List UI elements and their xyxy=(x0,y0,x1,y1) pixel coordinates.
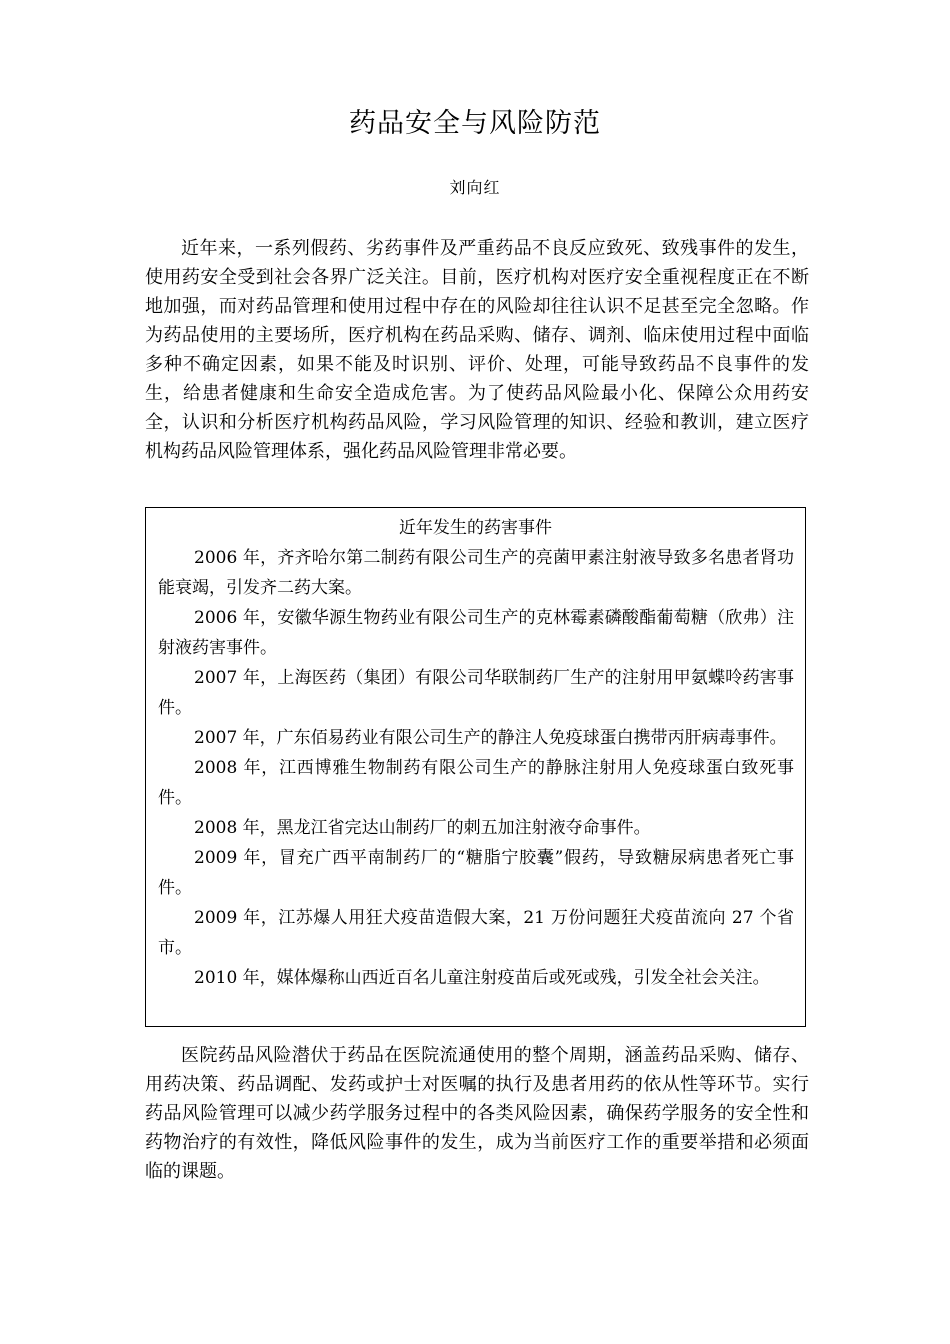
incident-item: 2008 年，江西博雅生物制药有限公司生产的静脉注射用人免疫球蛋白致死事件。 xyxy=(158,758,794,808)
incident-item: 2009 年，江苏爆人用狂犬疫苗造假大案，21 万份问题狂犬疫苗流向 27 个省市。 xyxy=(158,908,794,958)
incident-item: 2007 年，广东佰易药业有限公司生产的静注人免疫球蛋白携带丙肝病毒事件。 xyxy=(194,728,787,748)
incident-item: 2008 年，黑龙江省完达山制药厂的刺五加注射液夺命事件。 xyxy=(194,818,651,838)
incident-item: 2010 年，媒体爆称山西近百名儿童注射疫苗后或死或残，引发全社会关注。 xyxy=(194,968,770,988)
incident-box-title: 近年发生的药害事件 xyxy=(399,518,552,538)
incident-box xyxy=(145,507,806,1027)
author-name: 刘向红 xyxy=(449,178,501,197)
closing-paragraph: 医院药品风险潜伏于药品在医院流通使用的整个周期，涵盖药品采购、储存、用药决策、药品调配、发药或护士对医嘱的执行及患者用药的依从性等环节。实行药品风险管理可以减少药学服务过程中的各类风险因素，确保药学服务的安全性和药物治疗的有效性，降低风险事件的发生，成为当前医疗工作的重要举措和必须面临的课题。 xyxy=(145,1045,809,1182)
incident-list xyxy=(158,543,794,993)
incident-item: 2007 年，上海医药（集团）有限公司华联制药厂生产的注射用甲氨蝶呤药害事件。 xyxy=(158,668,794,718)
intro-paragraph: 近年来，一系列假药、劣药事件及严重药品不良反应致死、致残事件的发生，使用药安全受到社会各界广泛关注。目前，医疗机构对医疗安全重视程度正在不断地加强，而对药品管理和使用过程中存在的风险却往往认识不足甚至完全忽略。作为药品使用的主要场所，医疗机构在药品采购、储存、调剂、临床使用过程中面临多种不确定因素，如果不能及时识别、评价、处理，可能导致药品不良事件的发生，给患者健康和生命安全造成危害。为了使药品风险最小化、保障公众用药安全，认识和分析医疗机构药品风险，学习风险管理的知识、经验和教训，建立医疗机构药品风险管理体系，强化药品风险管理非常必要。 xyxy=(145,238,809,462)
document-title: 药品安全与风险防范 xyxy=(349,108,601,139)
incident-item: 2006 年，齐齐哈尔第二制药有限公司生产的亮菌甲素注射液导致多名患者肾功能衰竭，引发齐二药大案。 xyxy=(158,548,794,598)
incident-item: 2006 年，安徽华源生物药业有限公司生产的克林霉素磷酸酯葡萄糖（欣弗）注射液药害事件。 xyxy=(158,608,794,658)
incident-item: 2009 年，冒充广西平南制药厂的“糖脂宁胶囊”假药，导致糖尿病患者死亡事件。 xyxy=(158,848,794,898)
